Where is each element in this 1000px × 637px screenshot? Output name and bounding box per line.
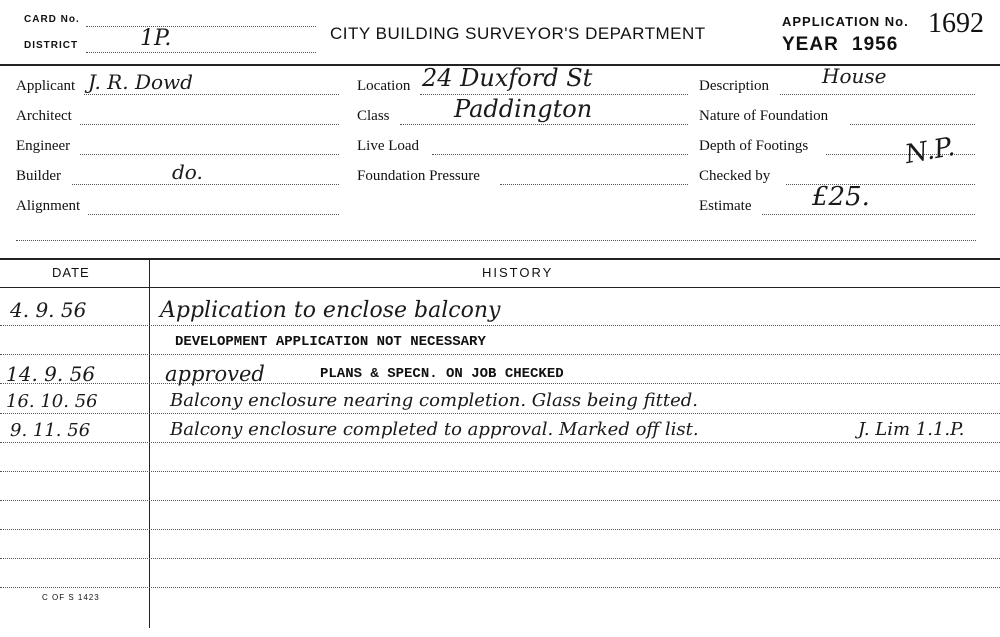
foundation-pressure-line [500,184,688,185]
year-label: YEAR [782,34,839,55]
history-row-date: 9. 11. 56 [10,420,91,441]
history-header-rule [0,287,1000,288]
district-label: DISTRICT [24,40,79,51]
application-no-value: 1692 [928,8,984,39]
year-value: 1956 [852,34,899,55]
history-row-date: 16. 10. 56 [6,391,98,412]
history-rule [0,325,1000,326]
description-line [780,94,975,95]
nature-of-foundation-label: Nature of Foundation [699,108,829,124]
location-label: Location [357,78,411,94]
builder-line [72,184,339,185]
class-line [400,124,688,125]
history-rule [0,529,1000,530]
architect-line [80,124,339,125]
history-header: HISTORY [482,265,554,280]
foundation-pressure-label: Foundation Pressure [357,168,480,184]
description-label: Description [699,78,769,94]
engineer-label: Engineer [16,138,71,154]
fields-bottom-rule [16,240,976,241]
location-value-suburb: Paddington [454,95,593,123]
applicant-value: J. R. Dowd [88,70,193,94]
plans-checked-stamp: PLANS & SPECN. ON JOB CHECKED [320,366,564,382]
live-load-label: Live Load [357,138,420,154]
engineer-line [80,154,339,155]
history-top-divider [0,258,1000,260]
history-row-date: 4. 9. 56 [10,298,87,322]
department-title: CITY BUILDING SURVEYOR'S DEPARTMENT [330,24,706,43]
application-no-label: APPLICATION No. [782,14,909,29]
history-rule [0,442,1000,443]
builder-label: Builder [16,168,61,184]
history-rule [0,383,1000,384]
builder-value: do. [172,160,203,184]
form-code: C OF S 1423 [42,593,100,602]
history-row-stamp: DEVELOPMENT APPLICATION NOT NECESSARY [175,334,486,350]
class-label: Class [357,108,390,124]
architect-label: Architect [16,108,72,124]
depth-of-footings-label: Depth of Footings [699,138,809,154]
estimate-label: Estimate [699,198,752,214]
nature-of-foundation-line [850,124,975,125]
history-rule [0,558,1000,559]
estimate-line [762,214,975,215]
history-row-text: Application to enclose balcony [160,298,501,323]
history-rule [0,587,1000,588]
history-row-text: Balcony enclosure nearing completion. Glass being fitted. [170,390,699,411]
history-rule [0,471,1000,472]
description-value: House [822,64,887,88]
checked-by-label: Checked by [699,168,771,184]
live-load-line [432,154,688,155]
location-value: 24 Duxford St [422,64,593,92]
depth-of-footings-value: N.P. [902,131,958,171]
applicant-line [84,94,339,95]
history-row-signature: J. Lim 1.1.P. [858,419,965,440]
history-rule [0,500,1000,501]
estimate-value: £25. [812,182,870,212]
history-row-text: Balcony enclosure completed to approval. Marked off list. [170,419,699,440]
district-value: 1P. [140,26,172,51]
alignment-label: Alignment [16,198,81,214]
history-rule [0,413,1000,414]
date-header: DATE [52,265,90,280]
history-row-text: approved [165,362,265,386]
district-line [86,52,316,53]
card-no-label: CARD No. [24,14,80,25]
applicant-label: Applicant [16,78,76,94]
alignment-line [88,214,339,215]
date-column-divider [149,258,150,628]
history-row-date: 14. 9. 56 [6,362,96,386]
history-rule [0,354,1000,355]
card-no-line [86,26,316,27]
